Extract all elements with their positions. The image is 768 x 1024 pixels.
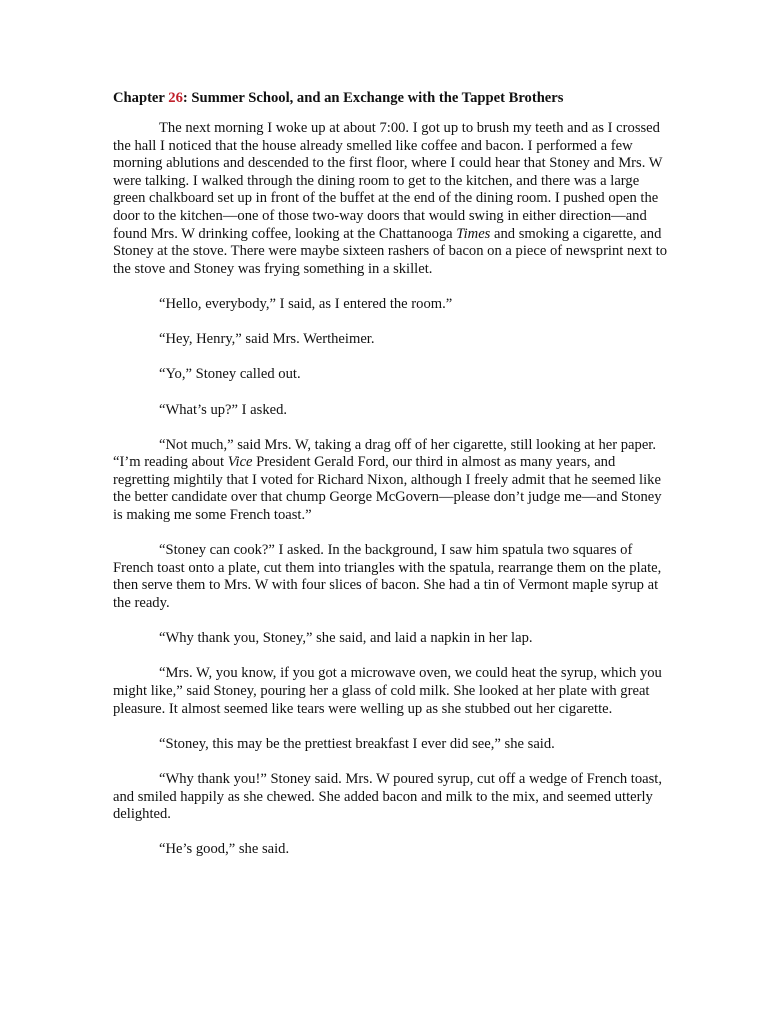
paragraph-2: “Hello, everybody,” I said, as I entered the room.” [159, 295, 453, 312]
paragraph-3: “Hey, Henry,” said Mrs. Wertheimer. [159, 331, 375, 348]
chapter-prefix: Chapter [113, 90, 169, 106]
chapter-number: 26 [168, 90, 183, 106]
paragraph-7: “Stoney can cook?” I asked. In the background, I saw him spatula two squares of French toast onto a plate, cut them into triangles with the spatula, rearrange them on the plate, then serve them to Mrs. W with four slices of bacon. She had a tin of Vermont maple syrup at the ready. [113, 542, 662, 612]
paragraph-9: “Mrs. W, you know, if you got a microwave oven, we could heat the syrup, which you might like,” said Stoney, pouring her a glass of cold milk. She looked at her plate with great pleasure. It almost seemed like tears were welling up as she stubbed out her cigarette. [113, 665, 662, 717]
paragraph-5: “What’s up?” I asked. [159, 401, 288, 418]
paragraph-6: “Not much,” said Mrs. W, taking a drag off of her cigarette, still looking at her paper. “I’m reading about Vice President Gerald Ford, our third in almost as many years, and regretting mightily that I voted for Richard Nixon, although I freely admit that he seemed like the better candidate over that chump George McGovern—please don’t judge me—and Stoney is making me some French toast.” [113, 436, 662, 524]
newspaper-title: Times [456, 225, 491, 242]
paragraph-10: “Stoney, this may be the prettiest breakfast I ever did see,” she said. [159, 735, 555, 752]
paragraph-4: “Yo,” Stoney called out. [159, 366, 301, 383]
paragraph-12: “He’s good,” she said. [159, 841, 290, 858]
chapter-name: : Summer School, and an Exchange with the Tappet Brothers [182, 90, 564, 106]
paragraph-8: “Why thank you, Stoney,” she said, and laid a napkin in her lap. [159, 630, 533, 647]
paragraph-11: “Why thank you!” Stoney said. Mrs. W poured syrup, cut off a wedge of French toast, and smiled happily as she chewed. She added bacon and milk to the mix, and seemed utterly delighted. [113, 770, 662, 823]
paragraph-1: The next morning I woke up at about 7:00. I got up to brush my teeth and as I crossed the hall I noticed that the house already smelled like coffee and bacon. I performed a few morning ablutions and descended to the first floor, where I could hear that Stoney and Mrs. W were talking. I walked through the dining room to get to the kitchen, and there was a large green chalkboard set up in front of the buffet at the end of the dining room. I pushed open the door to the kitchen—one of those two-way doors that would swing in either direction—and found Mrs. W drinking coffee, looking at the Chattanooga Times and smoking a cigarette, and Stoney at the stove. There were maybe sixteen rashers of bacon on a piece of newsprint next to the stove and Stoney was frying something in a skillet. [113, 120, 668, 277]
emphasis-vice: Vice [227, 454, 253, 471]
chapter-title [113, 89, 668, 107]
